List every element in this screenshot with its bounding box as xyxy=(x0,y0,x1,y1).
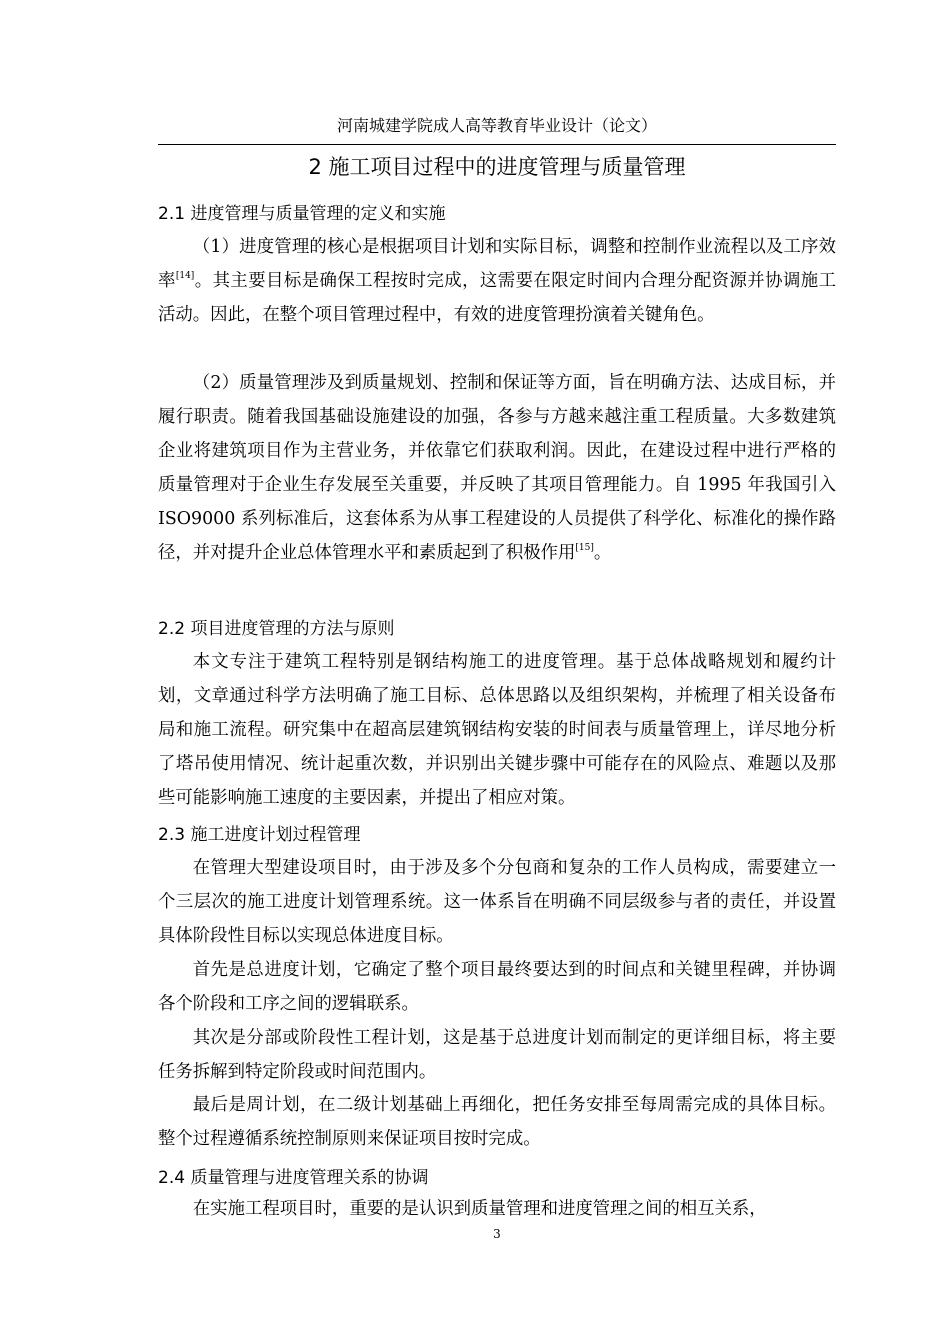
page-number: 3 xyxy=(493,1227,501,1241)
paragraph: 在实施工程项目时，重要的是认识到质量管理和进度管理之间的相互关系， xyxy=(192,1199,767,1219)
section-heading-2-3: 2.3 施工进度计划过程管理 xyxy=(158,825,361,845)
citation: [14] xyxy=(175,271,195,281)
paragraph: 其次是分部或阶段性工程计划，这是基于总进度计划而制定的更详细目标，将主要任务拆解到特定阶段或时间范围内。 xyxy=(158,1028,836,1082)
section-heading-2-4: 2.4 质量管理与进度管理关系的协调 xyxy=(158,1168,429,1188)
header-rule xyxy=(158,144,836,145)
running-header: 河南城建学院成人高等教育毕业设计（论文） xyxy=(336,116,657,135)
section-heading-2-1: 2.1 进度管理与质量管理的定义和实施 xyxy=(158,204,446,224)
citation: [15] xyxy=(575,543,594,553)
paragraph: 本文专注于建筑工程特别是钢结构施工的进度管理。基于总体战略规划和履约计划，文章通过科学方法明确了施工目标、总体思路以及组织架构，并梳理了相关设备布局和施工流程。研究集中在超高层建筑钢结构安装的时间表与质量管理上，详尽地分析了塔吊使用情况、统计起重次数，并识别出关键步骤中可能存在的风险点、难题以及那些可能影响施工速度的主要因素，并提出了相应对策。 xyxy=(158,652,836,808)
paragraph: 首先是总进度计划，它确定了整个项目最终要达到的时间点和关键里程碑，并协调各个阶段和工序之间的逻辑联系。 xyxy=(158,960,836,1014)
paragraph: 在管理大型建设项目时，由于涉及多个分包商和复杂的工作人员构成，需要建立一个三层次的施工进度计划管理系统。这一体系旨在明确不同层级参与者的责任，并设置具体阶段性目标以实现总体进度目标。 xyxy=(158,858,836,946)
chapter-title: 2 施工项目过程中的进度管理与质量管理 xyxy=(308,155,686,179)
paragraph: （1）进度管理的核心是根据项目计划和实际目标，调整和控制作业流程以及工序效率[14]。其主要目标是确保工程按时完成，这需要在限定时间内合理分配资源并协调施工活动。因此，在整个项目管理过程中，有效的进度管理扮演着关键角色。 xyxy=(158,237,836,325)
paragraph: 最后是周计划，在二级计划基础上再细化，把任务安排至每周需完成的具体目标。整个过程遵循系统控制原则来保证项目按时完成。 xyxy=(158,1095,836,1149)
section-heading-2-2: 2.2 项目进度管理的方法与原则 xyxy=(158,619,395,639)
paragraph: （2）质量管理涉及到质量规划、控制和保证等方面，旨在明确方法、达成目标，并履行职责。随着我国基础设施建设的加强，各参与方越来越注重工程质量。大多数建筑企业将建筑项目作为主营业务，并依靠它们获取利润。因此，在建设过程中进行严格的质量管理对于企业生存发展至关重要，并反映了其项目管理能力。自 1995 年我国引入 ISO9000 系列标准后，这套体系为从事工程建设的人员提供了科学化、标准化的操作路径，并对提升企业总体管理水平和素质起到了积极作用[15]。 xyxy=(158,373,836,563)
